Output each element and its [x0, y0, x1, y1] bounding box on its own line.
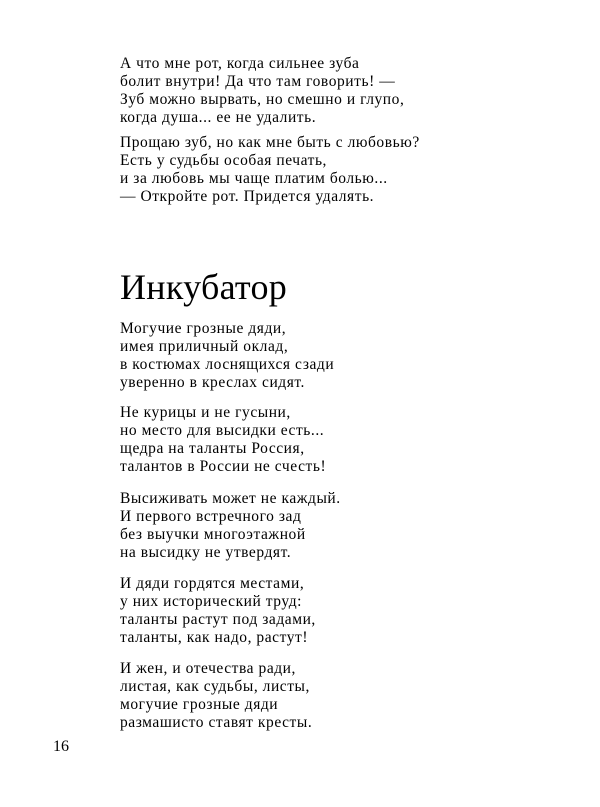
poem-line: но место для высидки есть... [120, 422, 325, 439]
poem-line: Могучие грозные дяди, [120, 320, 287, 337]
poem-line: И первого встречного зад [120, 508, 302, 525]
poem-line: когда душа... ее не удалить. [120, 109, 317, 126]
poem-line: на высидку не утвердят. [120, 544, 292, 561]
poem-line: щедра на таланты Россия, [120, 440, 305, 457]
stanza [120, 490, 341, 562]
stanza [120, 404, 326, 476]
poem-line: таланты растут под задами, [120, 611, 316, 628]
poem-line: размашисто ставят кресты. [120, 714, 313, 731]
stanza [120, 660, 312, 732]
poem-line: Есть у судьбы особая печать, [120, 152, 327, 169]
poem-line: имея приличный оклад, [120, 338, 289, 355]
poem-line: Не курицы и не гусыни, [120, 404, 291, 421]
poem-line: таланты, как надо, растут! [120, 629, 309, 646]
poem-line: в костюмах лоснящихся сзади [120, 356, 335, 373]
stanza [120, 320, 334, 392]
poem-line: И жен, и отечества ради, [120, 660, 296, 677]
page-number: 16 [53, 738, 69, 755]
stanza [120, 134, 420, 206]
poem-line: талантов в России не счесть! [120, 458, 327, 475]
poem-line: Прощаю зуб, но как мне быть с любовью? [120, 134, 420, 151]
poem-line: — Откройте рот. Придется удалять. [120, 188, 375, 205]
poem-line: листая, как судьбы, листы, [120, 678, 310, 695]
poem-line: А что мне рот, когда сильнее зуба [120, 55, 360, 72]
poem-line: болит внутри! Да что там говорить! — [120, 73, 396, 90]
poem-line: и за любовь мы чаще платим болью... [120, 170, 388, 187]
poem-line: уверенно в креслах сидят. [120, 374, 305, 391]
stanza [120, 55, 404, 127]
poem-line: Высиживать может не каждый. [120, 490, 341, 507]
poem-line: Зуб можно вырвать, но смешно и глупо, [120, 91, 405, 108]
poem-line: могучие грозные дяди [120, 696, 279, 713]
stanza [120, 575, 316, 647]
poem-line: без выучки многоэтажной [120, 526, 306, 543]
poem-line: у них исторический труд: [120, 593, 302, 610]
poem-line: И дяди гордятся местами, [120, 575, 305, 592]
poem-title: Инкубатор [120, 267, 288, 307]
